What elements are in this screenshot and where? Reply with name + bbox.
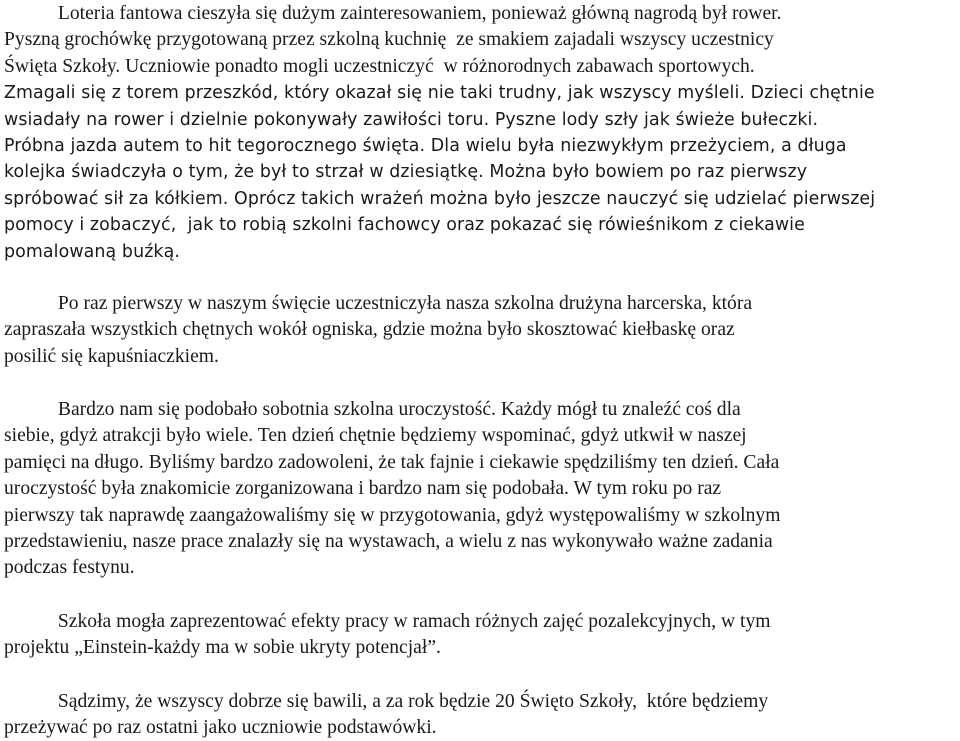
text-line: Święta Szkoły. Uczniowie ponadto mogli uczestniczyć w różnorodnych zabawach sportowych. xyxy=(4,55,755,77)
text-line: Próbna jazda autem to hit tegorocznego święta. Dla wielu była niezwykłym przeżyciem, a długa xyxy=(4,135,847,156)
text-line: pomocy i zobaczyć, jak to robią szkolni fachowcy oraz pokazać się rówieśnikom z ciekawie xyxy=(4,215,805,236)
text-line: pomalowaną buźką. xyxy=(4,241,180,262)
text-line: kolejka świadczyła o tym, że był to strzał w dziesiątkę. Można było bowiem po raz pierwszy xyxy=(4,162,808,183)
text-line: podczas festynu. xyxy=(4,557,135,579)
text-line: pierwszy tak naprawdę zaangażowaliśmy się w przygotowania, gdyż występowaliśmy w szkolnym xyxy=(4,504,781,526)
text-line: Loteria fantowa cieszyła się dużym zainteresowaniem, ponieważ główną nagrodą był rower. xyxy=(4,3,782,24)
text-line: przedstawieniu, nasze prace znalazły się na wystawach, a wielu z nas wykonywało ważne zadania xyxy=(4,531,773,553)
paragraph-scouts xyxy=(4,291,956,370)
text-line: siebie, gdyż atrakcji było wiele. Ten dzień chętnie będziemy wspominać, gdyż utkwił w naszej xyxy=(4,425,747,447)
paragraph-project xyxy=(4,609,956,662)
text-line: pamięci na długo. Byliśmy bardzo zadowoleni, że tak fajnie i ciekawie spędziliśmy ten dzień. Cała xyxy=(4,451,780,473)
text-line: Po raz pierwszy w naszym święcie uczestniczyła nasza szkolna drużyna harcerska, która xyxy=(4,292,753,314)
text-line: Pyszną grochówkę przygotowaną przez szkolną kuchnię ze smakiem zajadali wszyscy uczestnicy xyxy=(4,29,774,51)
text-line: Zmagali się z torem przeszkód, który okazał się nie taki trudny, jak wszyscy myśleli. Dzieci chętnie xyxy=(4,83,875,104)
text-line: posilić się kapuśniaczkiem. xyxy=(4,345,219,367)
paragraph-closing xyxy=(4,689,956,741)
paragraph-lottery xyxy=(4,1,956,265)
text-line: przeżywać po raz ostatni jako uczniowie podstawówki. xyxy=(4,716,437,738)
text-line: zapraszała wszystkich chętnych wokół ogniska, gdzie można było skosztować kiełbaskę oraz xyxy=(4,319,735,341)
text-line: Szkoła mogła zaprezentować efekty pracy w ramach różnych zajęć pozalekcyjnych, w tym xyxy=(4,610,771,632)
text-line: Bardzo nam się podobało sobotnia szkolna uroczystość. Każdy mógł tu znaleźć coś dla xyxy=(4,399,741,421)
text-line: projektu „Einstein-każdy ma w sobie ukryty potencjał”. xyxy=(4,637,441,659)
paragraph-celebration xyxy=(4,397,956,582)
text-line: spróbować sił za kółkiem. Oprócz takich wrażeń można było jeszcze nauczyć się udzielać pierwszej xyxy=(4,188,876,209)
text-line: Sądzimy, że wszyscy dobrze się bawili, a za rok będzie 20 Święto Szkoły, które będziemy xyxy=(4,690,769,712)
text-line: wsiadały na rower i dzielnie pokonywały zawiłości toru. Pyszne lody szły jak świeże bułeczki. xyxy=(4,109,819,130)
text-line: uroczystość była znakomicie zorganizowana i bardzo nam się podobała. W tym roku po raz xyxy=(4,478,722,500)
